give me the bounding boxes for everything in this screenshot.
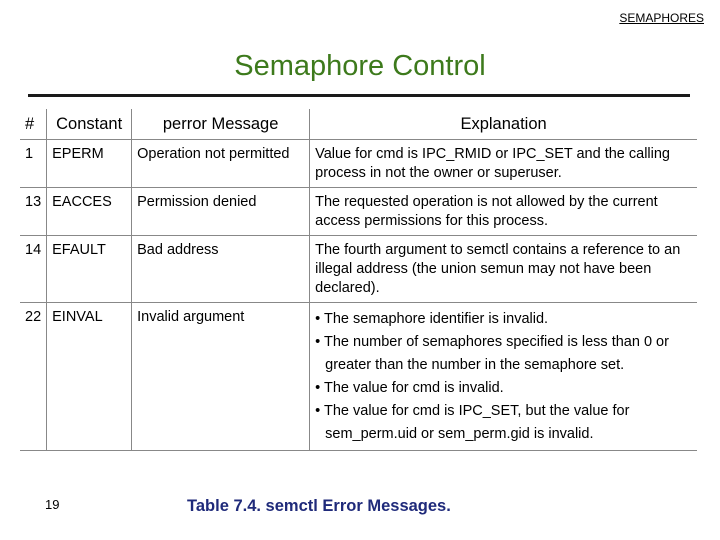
table-row — [20, 236, 697, 303]
cell-message: Invalid argument — [132, 303, 310, 451]
cell-constant: EINVAL — [47, 303, 132, 451]
cell-message: Operation not permitted — [132, 140, 310, 188]
table-row — [20, 188, 697, 236]
section-header: SEMAPHORES — [619, 11, 704, 25]
slide-title: Semaphore Control — [234, 50, 486, 82]
table-row — [20, 140, 697, 188]
cell-constant: EPERM — [47, 140, 132, 188]
explanation-bullet-list — [315, 308, 692, 446]
cell-explanation: The requested operation is not allowed by the current access permissions for this process. — [310, 188, 697, 236]
page-number: 19 — [45, 497, 60, 512]
list-item: • The number of semaphores specified is less than 0 or greater than the number in the semaphore set. — [315, 331, 692, 377]
title-divider — [28, 94, 690, 97]
header-explanation: Explanation — [310, 109, 697, 140]
list-item: • The semaphore identifier is invalid. — [315, 308, 692, 331]
cell-number: 14 — [20, 236, 47, 303]
error-messages-table — [20, 109, 697, 451]
cell-constant: EACCES — [47, 188, 132, 236]
cell-explanation — [310, 303, 697, 451]
list-item: • The value for cmd is IPC_SET, but the value for sem_perm.uid or sem_perm.gid is invalid. — [315, 400, 692, 446]
cell-explanation: The fourth argument to semctl contains a reference to an illegal address (the union semun may not have been declared). — [310, 236, 697, 303]
list-item: • The value for cmd is invalid. — [315, 377, 692, 400]
header-number: # — [20, 109, 47, 140]
header-constant: Constant — [47, 109, 132, 140]
table-header-row — [20, 109, 697, 140]
cell-explanation: Value for cmd is IPC_RMID or IPC_SET and the calling process in not the owner or superuser. — [310, 140, 697, 188]
header-perror-message: perror Message — [132, 109, 310, 140]
cell-number: 1 — [20, 140, 47, 188]
cell-constant: EFAULT — [47, 236, 132, 303]
cell-number: 13 — [20, 188, 47, 236]
cell-message: Permission denied — [132, 188, 310, 236]
table-row — [20, 303, 697, 451]
table-caption: Table 7.4. semctl Error Messages. — [187, 497, 451, 515]
cell-message: Bad address — [132, 236, 310, 303]
cell-number: 22 — [20, 303, 47, 451]
